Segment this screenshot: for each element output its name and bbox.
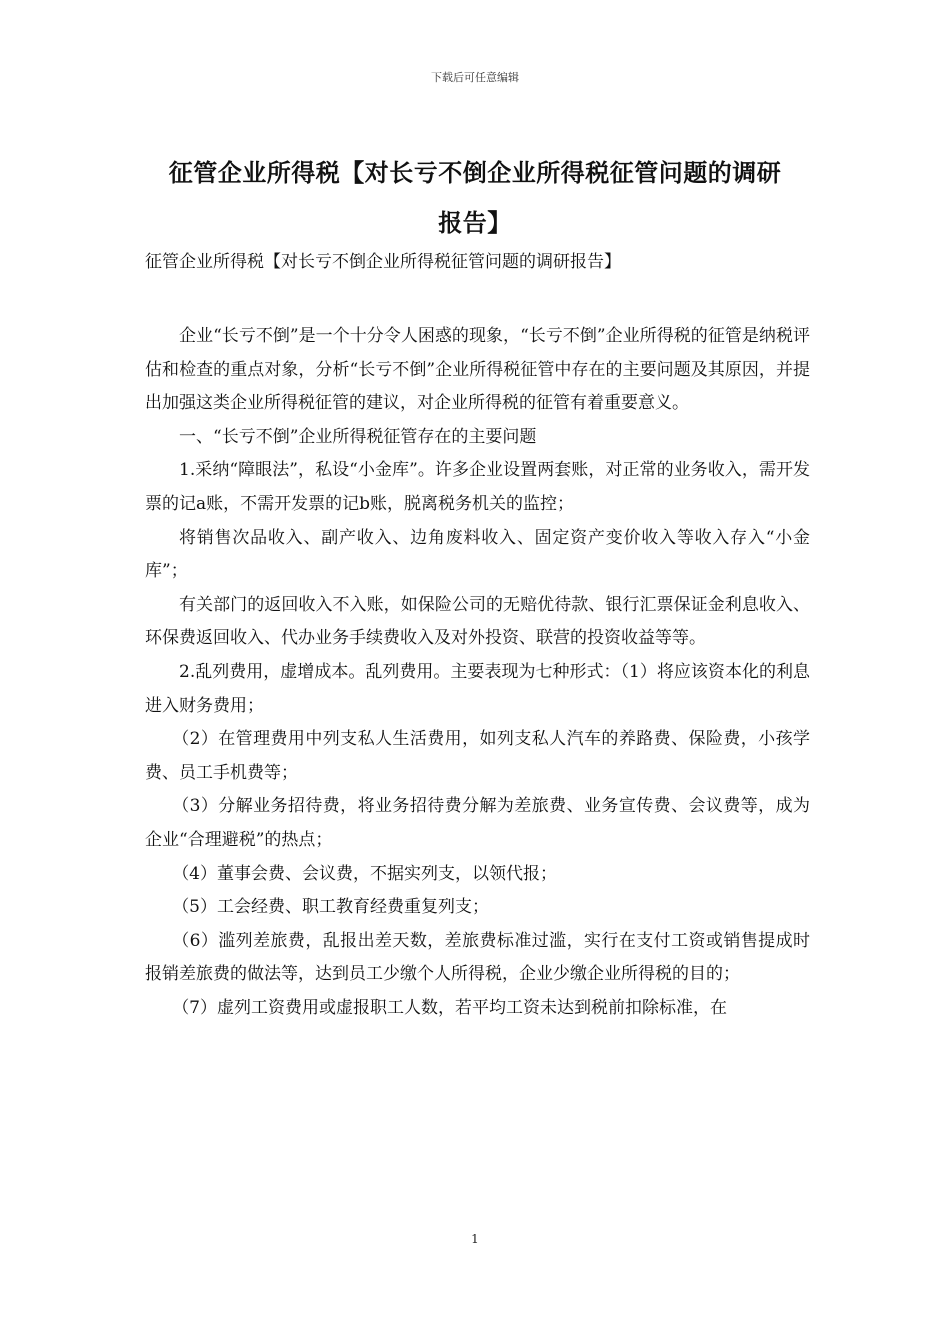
title-line-1: 征管企业所得税【对长亏不倒企业所得税征管问题的调研: [168, 158, 782, 187]
paragraph-item-2: 2.乱列费用，虚增成本。乱列费用。主要表现为七种形式：（1）将应该资本化的利息进入财务费用；: [145, 661, 810, 716]
paragraph-sub-item: （4）董事会费、会议费，不据实列支，以领代报；: [172, 863, 558, 884]
section-heading: 一、“长亏不倒”企业所得税征管存在的主要问题: [179, 426, 537, 447]
document-body: [145, 320, 810, 1025]
document-subtitle: 征管企业所得税【对长亏不倒企业所得税征管问题的调研报告】: [145, 252, 621, 272]
title-line-2: 报告】: [438, 208, 512, 237]
paragraph-sub-item: （7）虚列工资费用或虚报职工人数，若平均工资未达到税前扣除标准，在: [172, 997, 728, 1018]
page-number: 1: [471, 1232, 479, 1246]
paragraph: 有关部门的返回收入不入账，如保险公司的无赔优待款、银行汇票保证金利息收入、环保费返回收入、代办业务手续费收入及对外投资、联营的投资收益等等。: [145, 594, 810, 649]
paragraph-item-1: 1.采纳“障眼法”，私设“小金库”。许多企业设置两套账，对正常的业务收入，需开发票的记a账，不需开发票的记b账，脱离税务机关的监控；: [145, 460, 810, 514]
paragraph-sub-item: （2）在管理费用中列支私人生活费用，如列支私人汽车的养路费、保险费，小孩学费、员工手机费等；: [145, 729, 810, 783]
paragraph-intro: 企业“长亏不倒”是一个十分令人困惑的现象，“长亏不倒”企业所得税的征管是纳税评估和检查的重点对象，分析“长亏不倒”企业所得税征管中存在的主要问题及其原因，并提出加强这类企业所得税征管的建议，对企业所得税的征管有着重要意义。: [145, 326, 810, 414]
page-header: 下载后可任意编辑: [431, 71, 519, 84]
document-title: [145, 148, 805, 248]
paragraph: 将销售次品收入、副产收入、边角废料收入、固定资产变价收入等收入存入“小金库”；: [145, 527, 810, 582]
paragraph-sub-item: （3）分解业务招待费，将业务招待费分解为差旅费、业务宣传费、会议费等，成为企业“合理避税”的热点；: [145, 796, 810, 850]
paragraph-sub-item: （5）工会经费、职工教育经费重复列支；: [172, 897, 490, 918]
paragraph-sub-item: （6）滥列差旅费，乱报出差天数，差旅费标准过滥，实行在支付工资或销售提成时报销差旅费的做法等，达到员工少缴个人所得税，企业少缴企业所得税的目的；: [145, 930, 810, 985]
